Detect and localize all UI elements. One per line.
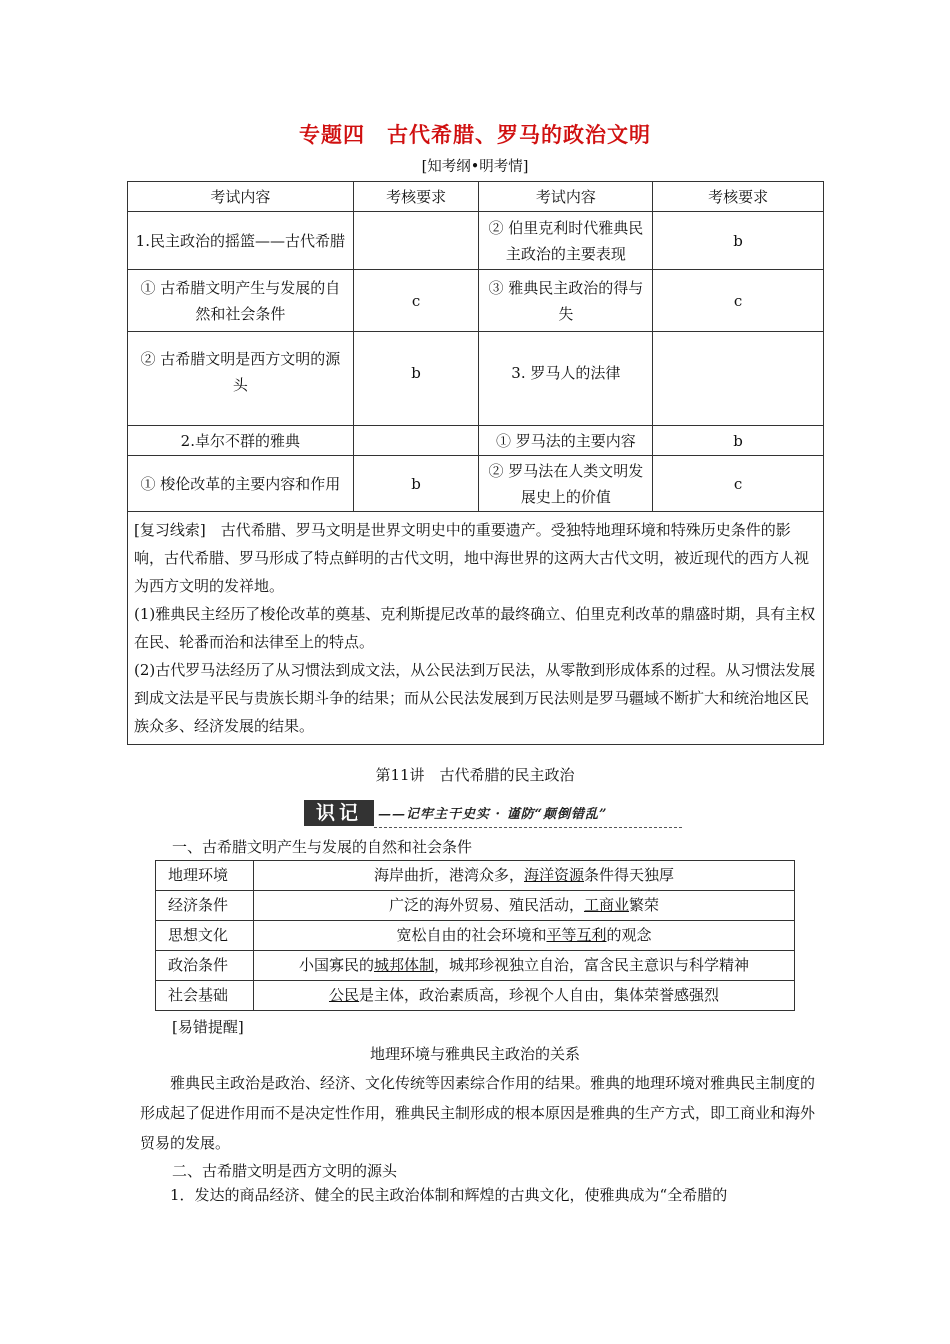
table-cell: ① 罗马法的主要内容: [479, 426, 653, 456]
condition-value: [254, 951, 795, 981]
lecture-title: 第11讲 古代希腊的民主政治: [375, 766, 575, 784]
condition-key: 地理环境: [156, 861, 254, 891]
review-paragraph: (1)雅典民主经历了梭伦改革的奠基、克利斯提尼改革的最终确立、伯里克利改革的鼎盛时期，具有主权在民、轮番而治和法律至上的特点。: [134, 605, 816, 651]
review-row: [128, 512, 824, 745]
review-clue: [128, 512, 824, 745]
section-heading: 一、古希腊文明产生与发展的自然和社会条件: [172, 838, 473, 856]
page-subtitle: [知考纲•明考情]: [421, 159, 529, 175]
table-cell: c: [653, 456, 824, 512]
tip-label: [易错提醒]: [172, 1018, 244, 1036]
table-row: [156, 951, 795, 981]
table-cell: ① 梭伦改革的主要内容和作用: [128, 456, 354, 512]
review-paragraph: (2)古代罗马法经历了从习惯法到成文法，从公民法到万民法，从零散到形成体系的过程。从习惯法发展到成文法是平民与贵族长期斗争的结果；而从公民法发展到万民法则是罗马疆域不断扩大和统治地区民族众多、经济发展的结果。: [134, 661, 816, 735]
condition-key: 思想文化: [156, 921, 254, 951]
condition-value: [254, 981, 795, 1011]
header-cell: 考试内容: [479, 182, 653, 212]
text-span: 小国寡民的: [298, 956, 374, 974]
condition-value: [254, 891, 795, 921]
condition-key: 经济条件: [156, 891, 254, 921]
table-row: [128, 212, 824, 270]
section-heading: 二、古希腊文明是西方文明的源头: [172, 1162, 398, 1180]
text-span: 繁荣: [629, 896, 660, 914]
body-paragraph: 1．发达的商品经济、健全的民主政治体制和辉煌的古典文化，使雅典成为“全希腊的: [170, 1186, 728, 1204]
text-span: 条件得天独厚: [584, 866, 675, 884]
table-cell: [353, 426, 479, 456]
banner-dashed-line: [374, 827, 682, 828]
table-cell: ② 古希腊文明是西方文明的源头: [128, 332, 354, 426]
exam-requirements-table: [127, 181, 824, 745]
text-span: 海岸曲折，港湾众多，: [373, 866, 524, 884]
condition-key: 社会基础: [156, 981, 254, 1011]
table-header-row: [128, 182, 824, 212]
underlined-term: 城邦体制: [373, 956, 434, 974]
underlined-term: 公民: [328, 986, 359, 1004]
review-paragraph: [复习线索] 古代希腊、罗马文明是世界文明史中的重要遗产。受独特地理环境和特殊历史条件的影响，古代希腊、罗马形成了特点鲜明的古代文明，地中海世界的这两大古代文明，被近现代的西方人视为西方文明的发祥地。: [134, 521, 810, 595]
table-row: [156, 861, 795, 891]
table-cell: b: [653, 426, 824, 456]
table-cell: ② 伯里克利时代雅典民主政治的主要表现: [479, 212, 653, 270]
text-span: 宽松自由的社会环境和: [396, 926, 547, 944]
table-row: [156, 981, 795, 1011]
table-cell: b: [353, 456, 479, 512]
table-cell: [653, 332, 824, 426]
underlined-term: 海洋资源: [523, 866, 584, 884]
table-cell: ① 古希腊文明产生与发展的自然和社会条件: [128, 270, 354, 332]
tip-paragraph: 雅典民主政治是政治、经济、文化传统等因素综合作用的结果。雅典的地理环境对雅典民主制度的形成起了促进作用而不是决定性作用，雅典民主制形成的根本原因是雅典的生产方式，即工商业和海外贸易的发展。: [140, 1074, 816, 1152]
table-row: [156, 921, 795, 951]
memorize-banner: [304, 800, 682, 828]
table-row: [128, 270, 824, 332]
table-cell: 3. 罗马人的法律: [479, 332, 653, 426]
table-cell: c: [653, 270, 824, 332]
header-cell: 考核要求: [353, 182, 479, 212]
underlined-term: 平等互利: [546, 926, 607, 944]
table-cell: 1.民主政治的摇篮——古代希腊: [128, 212, 354, 270]
tip-title: 地理环境与雅典民主政治的关系: [369, 1045, 580, 1063]
page-title: 专题四 古代希腊、罗马的政治文明: [299, 122, 651, 147]
underlined-term: 工商业: [583, 896, 629, 914]
banner-label: 识记: [304, 800, 374, 826]
condition-value: [254, 861, 795, 891]
table-cell: ② 罗马法在人类文明发展史上的价值: [479, 456, 653, 512]
table-row: [156, 891, 795, 921]
table-row: [128, 426, 824, 456]
conditions-table: [155, 860, 795, 1011]
table-cell: b: [353, 332, 479, 426]
table-cell: c: [353, 270, 479, 332]
header-cell: 考核要求: [653, 182, 824, 212]
table-row: [128, 332, 824, 426]
text-span: 是主体，政治素质高，珍视个人自由，集体荣誉感强烈: [359, 986, 720, 1004]
table-row: [128, 456, 824, 512]
condition-key: 政治条件: [156, 951, 254, 981]
banner-slogan: ——记牢主干史实 · 谨防“颠倒错乱”: [378, 807, 608, 822]
condition-value: [254, 921, 795, 951]
table-cell: [353, 212, 479, 270]
text-span: 广泛的海外贸易、殖民活动，: [388, 896, 584, 914]
text-span: ，城邦珍视独立自治，富含民主意识与科学精神: [434, 956, 750, 974]
table-cell: ③ 雅典民主政治的得与失: [479, 270, 653, 332]
text-span: 的观念: [606, 926, 652, 944]
table-cell: b: [653, 212, 824, 270]
table-cell: 2.卓尔不群的雅典: [128, 426, 354, 456]
header-cell: 考试内容: [128, 182, 354, 212]
